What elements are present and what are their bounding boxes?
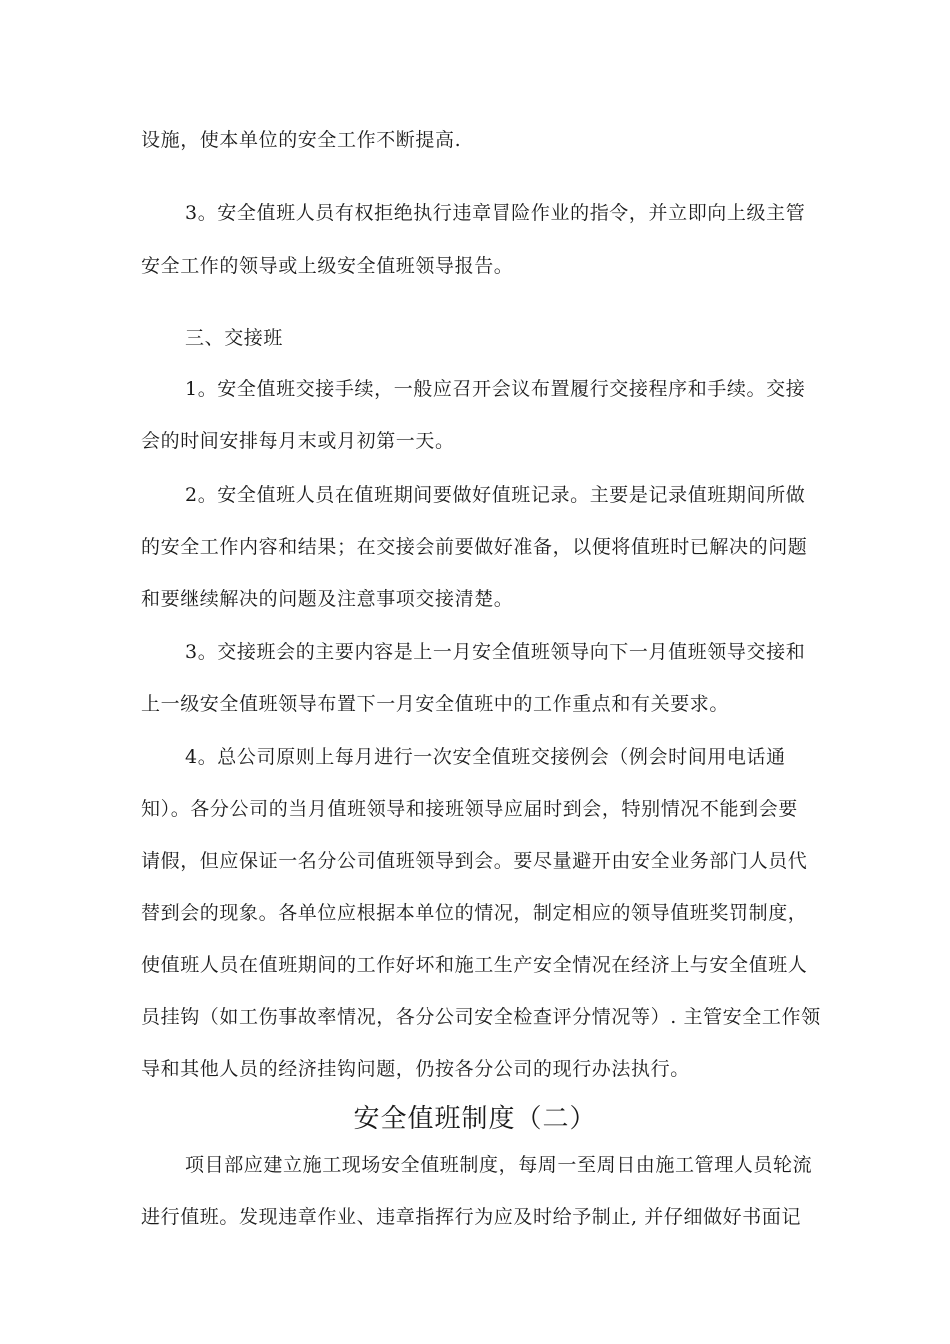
text-line: 3。安全值班人员有权拒绝执行违章冒险作业的指令，并立即向上级主管	[185, 202, 806, 224]
section-heading: 三、交接班	[185, 327, 284, 349]
text-line: 安全工作的领导或上级安全值班领导报告。	[141, 255, 514, 277]
text-line: 导和其他人员的经济挂钩问题，仍按各分公司的现行办法执行。	[141, 1058, 690, 1080]
text-line: 请假，但应保证一名分公司值班领导到会。要尽量避开由安全业务部门人员代	[141, 850, 808, 872]
text-line: 2。安全值班人员在值班期间要做好值班记录。主要是记录值班期间所做	[185, 484, 806, 506]
text-line: 知）。各分公司的当月值班领导和接班领导应届时到会，特别情况不能到会要	[141, 798, 798, 820]
text-line: 上一级安全值班领导布置下一月安全值班中的工作重点和有关要求。	[141, 693, 730, 715]
text-line: 4。总公司原则上每月进行一次安全值班交接例会（例会时间用电话通	[185, 746, 786, 768]
text-line: 3。交接班会的主要内容是上一月安全值班领导向下一月值班领导交接和	[185, 641, 806, 663]
text-line: 进行值班。发现违章作业、违章指挥行为应及时给予制止, 并仔细做好书面记	[141, 1206, 802, 1228]
text-line: 和要继续解决的问题及注意事项交接清楚。	[141, 588, 514, 610]
text-line: 设施，使本单位的安全工作不断提高.	[141, 129, 462, 151]
text-line: 1。安全值班交接手续，一般应召开会议布置履行交接程序和手续。交接	[185, 378, 806, 400]
text-line: 的安全工作内容和结果；在交接会前要做好准备，以便将值班时已解决的问题	[141, 536, 808, 558]
text-line: 会的时间安排每月末或月初第一天。	[141, 430, 455, 452]
section-title: 安全值班制度（二）	[353, 1104, 597, 1134]
text-line: 使值班人员在值班期间的工作好坏和施工生产安全情况在经济上与安全值班人	[141, 954, 808, 976]
text-line: 员挂钩（如工伤事故率情况，各分公司安全检查评分情况等）. 主管安全工作领	[141, 1006, 821, 1028]
text-line: 项目部应建立施工现场安全值班制度，每周一至周日由施工管理人员轮流	[185, 1154, 813, 1176]
text-line: 替到会的现象。各单位应根据本单位的情况，制定相应的领导值班奖罚制度，	[141, 902, 808, 924]
